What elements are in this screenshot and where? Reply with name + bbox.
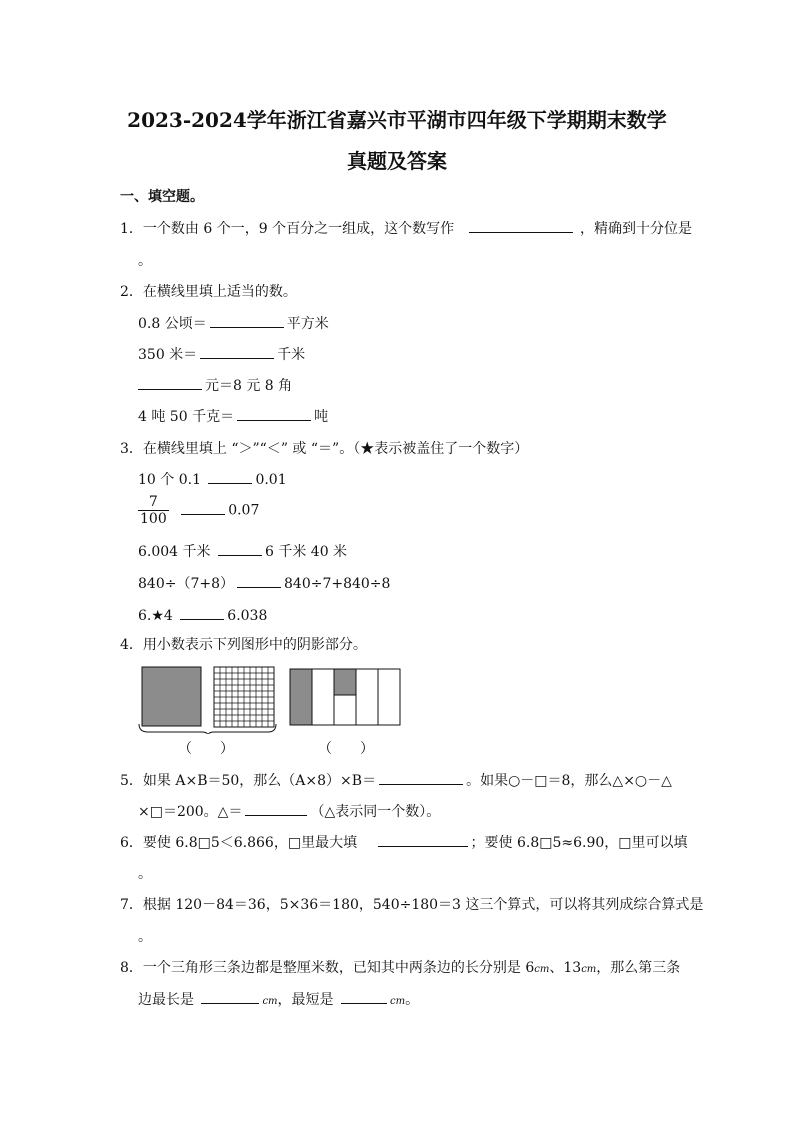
shaded-half-strip [334,669,356,695]
q3-fraction [138,494,169,527]
q2-row-2 [138,344,305,364]
fraction-denominator: 100 [140,511,167,527]
q3-blank-3[interactable] [218,541,262,556]
title-line-2: 真题及答案 [347,149,447,173]
q3-row-4-left: 840÷（7+8） [138,576,234,592]
q2-row-4 [138,406,328,426]
q3-row-1 [138,469,287,489]
q2-blank-4[interactable] [237,406,311,421]
q5-text-b: 。如果○－□＝8，那么△×○－△ [466,773,672,789]
q8-text-a: 8．一个三角形三条边都是整厘米数，已知其中两条边的长分别是 6 [120,960,535,976]
hundred-grid [214,667,274,727]
q3-row-5-left: 6.★4 [138,608,173,624]
q3-row-3-right: 6 千米 40 米 [264,544,348,560]
q8-text-b2: ，最短是 [277,992,334,1008]
q7-end: 。 [138,929,152,945]
q6-text-b: ；要使 6.8□5≈6.90，□里可以填 [470,835,688,851]
q3-row-4-right: 840÷7+840÷8 [284,576,391,592]
q3-row-2-right: 0.07 [228,502,260,519]
q1-text-b: ，精确到十分位是 [579,221,692,237]
q5-text-c: ×□＝200。△＝ [138,804,243,820]
q3-row-1-right: 0.01 [255,472,287,488]
q5-blank-2[interactable] [245,801,307,816]
question-8-line-2 [138,989,419,1009]
q8-text-a3: ，那么第三条 [596,960,681,976]
q2-blank-2[interactable] [200,344,274,359]
question-5-line-2 [138,801,440,821]
q3-blank-2[interactable] [181,500,225,515]
shaded-square [142,667,201,726]
q2-row-1-right: 平方米 [286,316,329,332]
q4-answer-2[interactable]: （ ） [318,741,374,757]
unit-cm: cm [581,964,597,975]
q2-row-3 [135,375,292,395]
q4-answer-1[interactable]: （ ） [178,741,234,757]
q3-row-3 [138,541,347,561]
q6-blank-1[interactable] [378,832,468,847]
q8-text-b: 边最长是 [138,992,194,1008]
q3-blank-5[interactable] [180,605,224,620]
question-1 [120,218,692,238]
q2-row-1-left: 0.8 公顷＝ [138,316,207,332]
unit-cm: cm [390,996,406,1007]
q8-text-a2: 、13 [549,960,582,976]
q6-end: 。 [138,866,152,882]
q2-row-3-right: 元＝8 元 8 角 [205,378,293,394]
question-3-stem: 3．在横线里填上 “＞”“＜” 或 “＝”。（★表示被盖住了一个数字） [120,441,529,457]
q5-text-a: 5．如果 A×B＝50，那么（A×8）×B＝ [120,773,377,789]
q3-blank-4[interactable] [237,573,281,588]
unit-cm: cm [534,964,550,975]
q2-row-2-left: 350 米＝ [138,347,198,363]
q5-text-d: （△表示同一个数）。 [310,804,441,820]
q2-blank-1[interactable] [210,313,284,328]
q2-row-4-left: 4 吨 50 千克＝ [138,409,235,425]
q3-blank-1[interactable] [208,469,252,484]
q3-row-4 [138,573,390,593]
q8-text-b3: 。 [405,992,420,1008]
q1-end: 。 [138,253,152,269]
q6-text-a: 6．要使 6.8□5＜6.866，□里最大填 [120,835,358,851]
shaded-strip [290,669,312,725]
question-5-line-1 [120,770,672,790]
q2-blank-3[interactable] [138,375,202,390]
q5-blank-1[interactable] [379,770,463,785]
q3-row-5-right: 6.038 [227,608,268,624]
fraction-numerator: 7 [138,494,169,511]
q3-row-3-left: 6.004 千米 [138,544,211,560]
unit-cm: cm [262,996,278,1007]
q3-row-2 [138,494,259,527]
q3-row-5 [138,605,267,624]
question-2-stem: 2．在横线里填上适当的数。 [120,284,297,300]
question-8-line-1 [120,957,680,977]
q8-blank-2[interactable] [341,989,387,1004]
q2-row-4-right: 吨 [314,409,329,425]
q4-figures [136,664,406,734]
question-6 [120,832,688,852]
q8-blank-1[interactable] [201,989,259,1004]
section-heading: 一、填空题。 [120,189,204,205]
q2-row-1 [138,313,329,333]
question-4-stem: 4．用小数表示下列图形中的阴影部分。 [120,637,367,653]
title-line-1: 2023-2024学年浙江省嘉兴市平湖市四年级下学期期末数学 [127,108,667,132]
q1-blank-1[interactable] [469,218,573,233]
q2-row-2-right: 千米 [277,347,306,363]
q3-row-1-left: 10 个 0.1 [138,472,201,488]
question-7: 7．根据 120－84＝36，5×36＝180，540÷180＝3 这三个算式，可以将其列成综合算式是 [120,897,704,913]
q1-text-a: 1．一个数由 6 个一，9 个百分之一组成，这个数写作 [120,221,455,237]
